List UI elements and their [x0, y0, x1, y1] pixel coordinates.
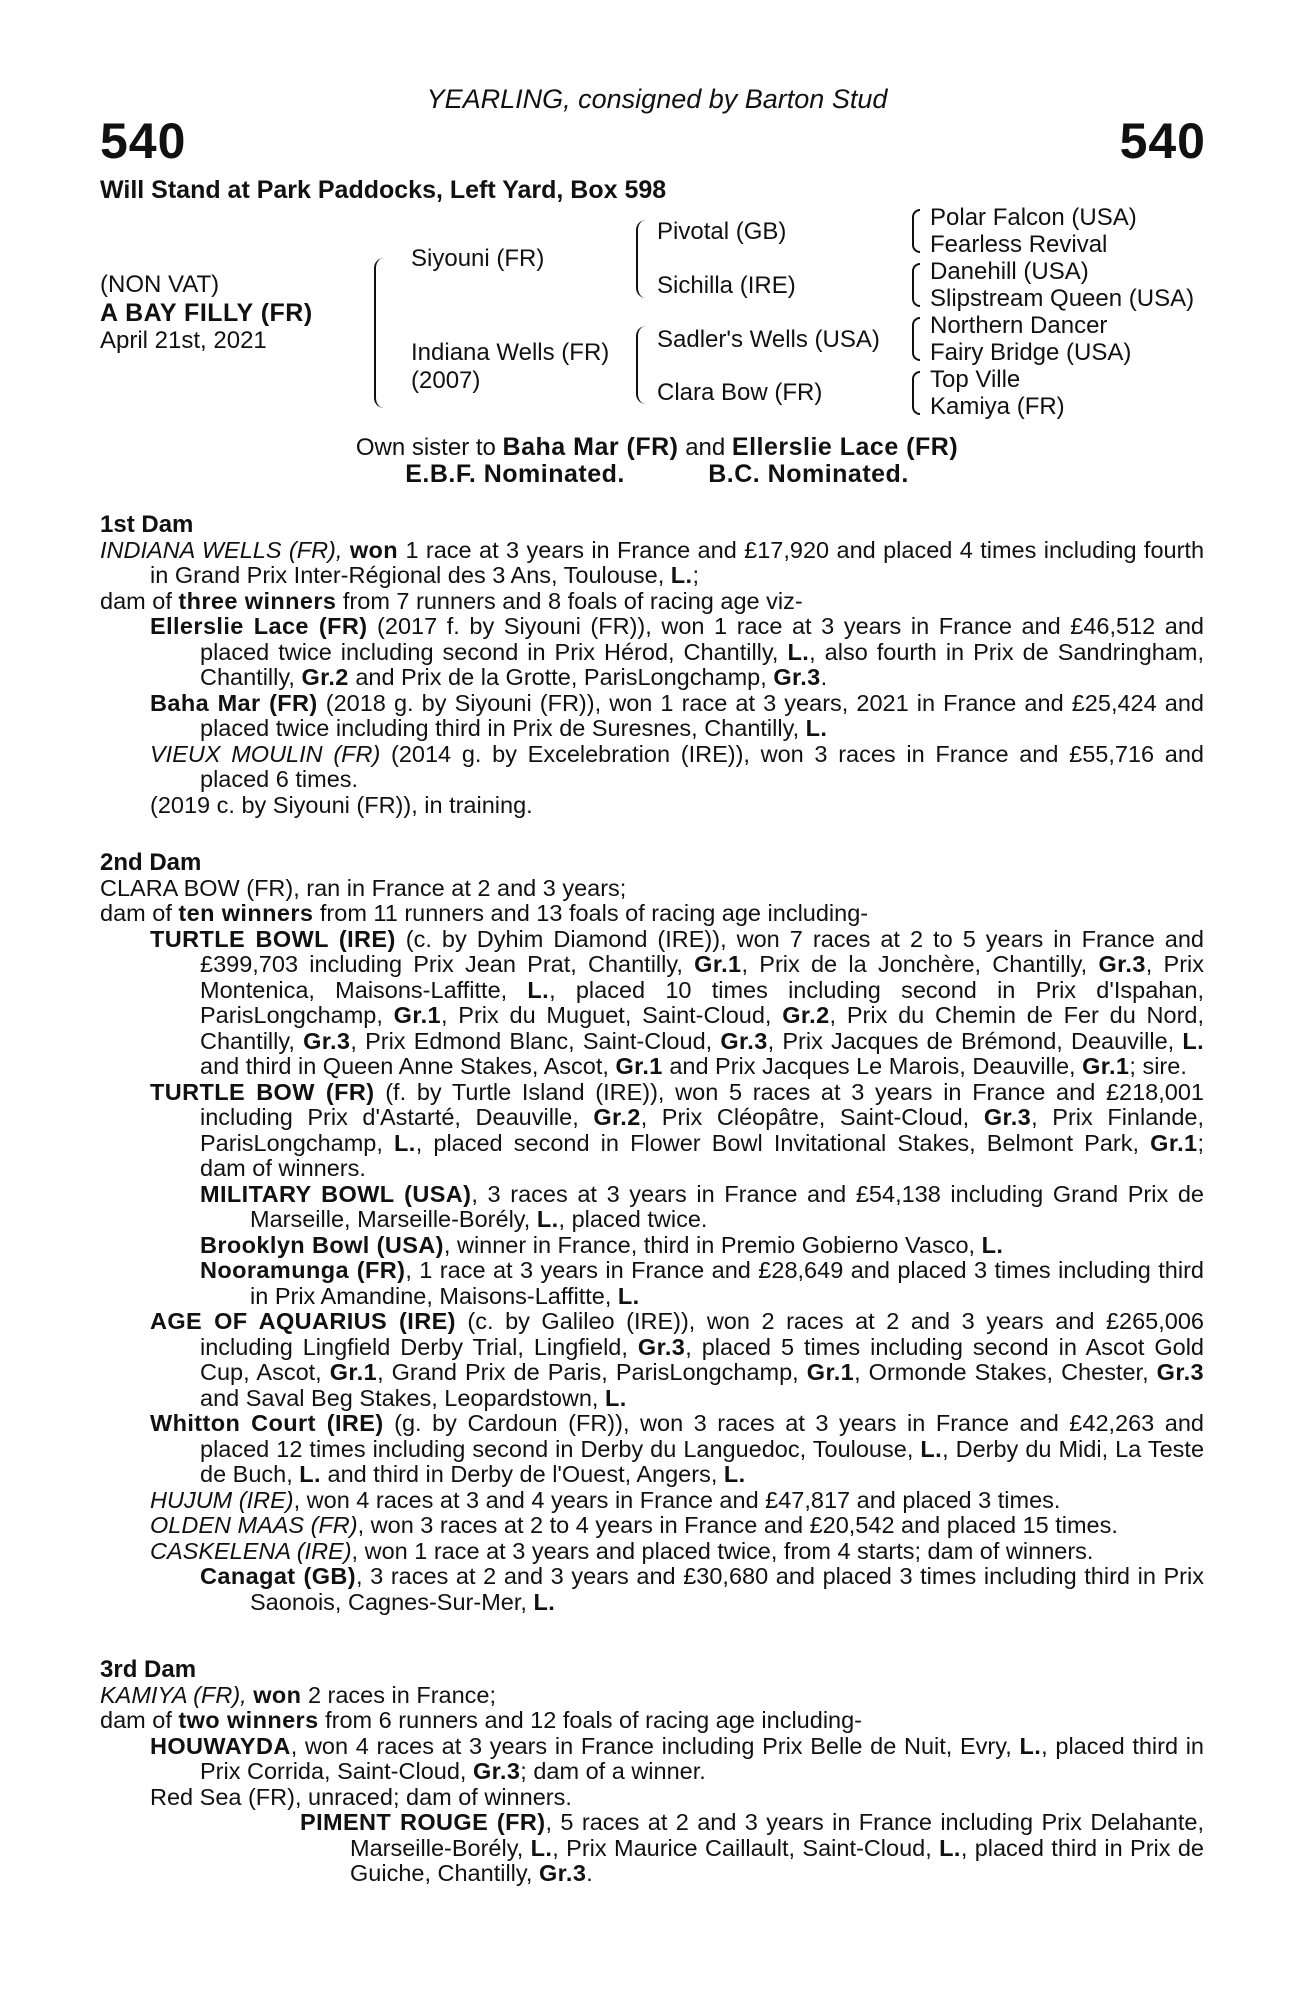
produce-nooramunga: Nooramunga (FR), 1 race at 3 years in France and £28,649 and placed 3 times including third in Prix Amandine, Maisons-Laffitte, L.	[200, 1257, 1204, 1309]
pedigree-brace-main	[374, 258, 386, 408]
horse-info	[100, 271, 313, 355]
pedigree-ggp-6: Fairy Bridge (USA)	[930, 339, 1132, 366]
pedigree-brace-ggp-4	[912, 371, 920, 415]
foaling-date: April 21st, 2021	[100, 327, 267, 354]
produce-olden-maas: OLDEN MAAS (FR), won 3 races at 2 to 4 years in France and £20,542 and placed 15 times.	[150, 1512, 1118, 1538]
pedigree-dam-sire: Sadler's Wells (USA)	[657, 326, 880, 353]
produce-caskelena: CASKELENA (IRE), won 1 race at 3 years and placed twice, from 4 starts; dam of winners.	[150, 1537, 1094, 1564]
pedigree-sire: Siyouni (FR)	[411, 245, 545, 272]
produce-canagat: Canagat (GB), 3 races at 2 and 3 years and £30,680 and placed 3 times including third in Prix Saonois, Cagnes-Sur-Mer, L.	[200, 1563, 1204, 1615]
pedigree-brace-ggp-1	[912, 209, 920, 253]
produce-baha-mar: Baha Mar (FR) (2018 g. by Siyouni (FR)), won 1 race at 3 years, 2021 in France and £25,424 and placed twice including third in Prix de Suresnes, Chantilly, L.	[150, 689, 1204, 741]
pedigree-sire-dam: Sichilla (IRE)	[657, 272, 796, 299]
second-dam-section	[100, 850, 1204, 1615]
third-dam-section	[100, 1657, 1204, 1887]
produce-piment-rouge: PIMENT ROUGE (FR), 5 races at 2 and 3 years in France including Prix Delahante, Marseille-Borély, L., Prix Maurice Caillault, Saint-Cloud, L., placed third in Prix de Guiche, Chantilly, Gr.3.	[300, 1809, 1204, 1886]
pedigree-ggp-4: Slipstream Queen (USA)	[930, 285, 1195, 312]
produce-2019-colt: (2019 c. by Siyouni (FR)), in training.	[150, 791, 533, 818]
produce-turtle-bow: TURTLE BOW (FR) (f. by Turtle Island (IRE)), won 5 races at 3 years in France and £218,001 including Prix d'Astarté, Deauville, Gr.2, Prix Cléopâtre, Saint-Cloud, Gr.3, Prix Finlande, ParisLongchamp, L., placed second in Flower Bowl Invitational Stakes, Belmont Park, Gr.1; dam of winners.	[150, 1078, 1205, 1181]
third-dam-produce-summary: dam of two winners from 6 runners and 12 foals of racing age including-	[100, 1707, 863, 1733]
produce-military-bowl: MILITARY BOWL (USA), 3 races at 3 years in France and £54,138 including Grand Prix de Marseille, Marseille-Borély, L., placed twice.	[200, 1180, 1204, 1232]
sibling-notes	[0, 434, 1314, 488]
pedigree-dam-year: (2007)	[411, 367, 481, 394]
pedigree-brace-dam	[636, 326, 647, 404]
first-dam-produce-summary: dam of three winners from 7 runners and 8 foals of racing age viz-	[100, 587, 803, 614]
first-dam-section	[100, 512, 1204, 818]
produce-vieux-moulin: VIEUX MOULIN (FR) (2014 g. by Excelebration (IRE)), won 3 races in France and £55,716 and placed 6 times.	[150, 740, 1204, 792]
pedigree-ggp-5: Northern Dancer	[930, 312, 1108, 339]
produce-houwayda: HOUWAYDA, won 4 races at 3 years in France including Prix Belle de Nuit, Evry, L., placed third in Prix Corrida, Saint-Cloud, Gr.3; dam of a winner.	[150, 1732, 1205, 1784]
nominations-line	[0, 461, 1314, 488]
bc-nomination: B.C. Nominated.	[708, 460, 909, 488]
second-dam-produce-summary: dam of ten winners from 11 runners and 13 foals of racing age including-	[100, 900, 869, 926]
pedigree-sire-sire: Pivotal (GB)	[657, 218, 787, 245]
pedigree-brace-sire	[636, 220, 647, 298]
pedigree-brace-ggp-2	[912, 263, 920, 307]
pedigree-dam-dam: Clara Bow (FR)	[657, 379, 823, 406]
pedigree-ggp-8: Kamiya (FR)	[930, 393, 1065, 420]
sister-2: Ellerslie Lace (FR)	[731, 433, 959, 461]
first-dam-paragraph: INDIANA WELLS (FR), won 1 race at 3 years in France and £17,920 and placed 4 times including fourth in Grand Prix Inter-Régional des 3 Ans, Toulouse, L.;	[100, 536, 1205, 588]
produce-turtle-bowl: TURTLE BOWL (IRE) (c. by Dyhim Diamond (IRE)), won 7 races at 2 to 5 years in France and £399,703 including Prix Jean Prat, Chantilly, Gr.1, Prix de la Jonchère, Chantilly, Gr.3, Prix Montenica, Maisons-Laffitte, L., placed 10 times including second in Prix d'Ispahan, ParisLongchamp, Gr.1, Prix du Muguet, Saint-Cloud, Gr.2, Prix du Chemin de Fer du Nord, Chantilly, Gr.3, Prix Edmond Blanc, Saint-Cloud, Gr.3, Prix Jacques de Brémond, Deauville, L. and third in Queen Anne Stakes, Ascot, Gr.1 and Prix Jacques Le Marois, Deauville, Gr.1; sire.	[150, 925, 1205, 1079]
ebf-nomination: E.B.F. Nominated.	[405, 460, 625, 488]
pedigree-ggp-3: Danehill (USA)	[930, 258, 1089, 285]
horse-name: A BAY FILLY (FR)	[100, 299, 313, 327]
second-dam-heading: 2nd Dam	[100, 849, 202, 876]
pedigree-ggp-1: Polar Falcon (USA)	[930, 204, 1137, 231]
own-sister-line: Own sister to Baha Mar (FR) and Ellerslie Lace (FR)	[355, 433, 959, 461]
produce-hujum: HUJUM (IRE), won 4 races at 3 and 4 years in France and £47,817 and placed 3 times.	[150, 1486, 1061, 1513]
third-dam-heading: 3rd Dam	[100, 1656, 197, 1683]
consignor-line: YEARLING, consigned by Barton Stud	[426, 84, 888, 114]
produce-brooklyn-bowl: Brooklyn Bowl (USA), winner in France, third in Premio Gobierno Vasco, L.	[200, 1231, 1004, 1258]
vat-status: (NON VAT)	[100, 271, 220, 298]
first-dam-heading: 1st Dam	[100, 511, 194, 538]
produce-ellerslie-lace: Ellerslie Lace (FR) (2017 f. by Siyouni (FR)), won 1 race at 3 years in France and £46,512 and placed twice including second in Prix Hérod, Chantilly, L., also fourth in Prix de Sandringham, Chantilly, Gr.2 and Prix de la Grotte, ParisLongchamp, Gr.3.	[150, 613, 1205, 690]
pedigree-ggp-7: Top Ville	[930, 366, 1021, 393]
stand-location: Will Stand at Park Paddocks, Left Yard, Box 598	[100, 176, 667, 204]
produce-whitton-court: Whitton Court (IRE) (g. by Cardoun (FR)), won 3 races at 3 years in France and £42,263 and placed 12 times including second in Derby du Languedoc, Toulouse, L., Derby du Midi, La Teste de Buch, L. and third in Derby de l'Ouest, Angers, L.	[150, 1410, 1205, 1487]
pedigree-ggp-2: Fearless Revival	[930, 231, 1108, 258]
lot-number-right: 540	[1119, 113, 1206, 169]
lot-number-left: 540	[100, 113, 187, 169]
produce-age-of-aquarius: AGE OF AQUARIUS (IRE) (c. by Galileo (IRE)), won 2 races at 2 and 3 years and £265,006 including Lingfield Derby Trial, Lingfield, Gr.3, placed 5 times including second in Ascot Gold Cup, Ascot, Gr.1, Grand Prix de Paris, ParisLongchamp, Gr.1, Ormonde Stakes, Chester, Gr.3 and Saval Beg Stakes, Leopardstown, L.	[150, 1308, 1204, 1411]
second-dam-intro: CLARA BOW (FR), ran in France at 2 and 3 years;	[100, 874, 627, 901]
sister-1: Baha Mar (FR)	[502, 433, 679, 461]
pedigree-dam: Indiana Wells (FR)	[411, 339, 610, 366]
produce-red-sea: Red Sea (FR), unraced; dam of winners.	[150, 1783, 572, 1810]
third-dam-intro: KAMIYA (FR), won 2 races in France;	[100, 1681, 497, 1708]
pedigree-brace-ggp-3	[912, 317, 920, 361]
